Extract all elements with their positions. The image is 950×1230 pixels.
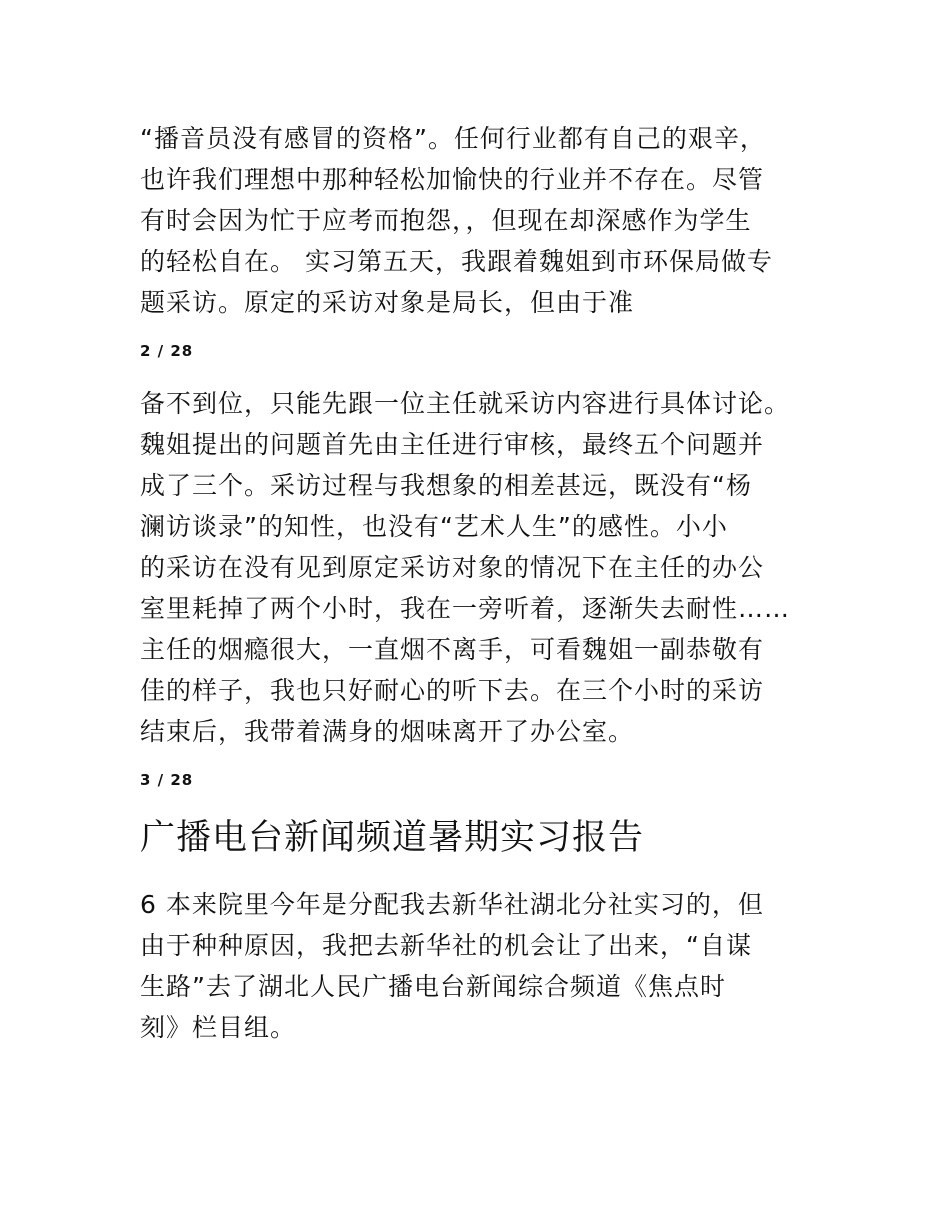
text-line: 题采访。原定的采访对象是局长，但由于准 (140, 288, 635, 317)
text-line: 成了三个。采访过程与我想象的相差甚远，既没有“杨 (140, 471, 752, 500)
text-line: 佳的样子，我也只好耐心的听下去。在三个小时的采访 (140, 676, 765, 705)
paragraph-3 (140, 884, 820, 1048)
text-line: 澜访谈录”的知性，也没有“艺术人生”的感性。小小 (140, 512, 728, 541)
document-page (140, 118, 820, 1048)
page-number: 2 / 28 (140, 342, 194, 360)
text-line: 备不到位，只能先跟一位主任就采访内容进行具体讨论。 (140, 389, 791, 418)
text-line: 的轻松自在。 实习第五天，我跟着魏姐到市环保局做专 (140, 247, 773, 276)
text-line: “播音员没有感冒的资格”。任何行业都有自己的艰辛， (140, 124, 766, 153)
text-line: 魏姐提出的问题首先由主任进行审核，最终五个问题并 (140, 430, 765, 459)
text-line: 结束后，我带着满身的烟味离开了办公室。 (140, 717, 635, 746)
text-line: 主任的烟瘾很大，一直烟不离手，可看魏姐一副恭敬有 (140, 635, 765, 664)
text-line: 的采访在没有见到原定采访对象的情况下在主任的办公 (140, 553, 765, 582)
paragraph-1 (140, 118, 820, 323)
page-number: 3 / 28 (140, 771, 194, 789)
text-line: 生路”去了湖北人民广播电台新闻综合频道《焦点时 (140, 972, 726, 1001)
text-line: 6 本来院里今年是分配我去新华社湖北分社实习的，但 (140, 890, 764, 919)
text-line: 也许我们理想中那种轻松加愉快的行业并不存在。尽管 (140, 165, 765, 194)
text-line: 刻》栏目组。 (140, 1013, 297, 1042)
text-line: 由于种种原因，我把去新华社的机会让了出来，“自谋 (140, 931, 752, 960)
section-heading: 广播电台新闻频道暑期实习报告 (140, 818, 645, 858)
text-line: 有时会因为忙于应考而抱怨，，但现在却深感作为学生 (140, 206, 752, 235)
text-line: 室里耗掉了两个小时，我在一旁听着，逐渐失去耐性…… (140, 594, 791, 623)
paragraph-2 (140, 383, 820, 752)
